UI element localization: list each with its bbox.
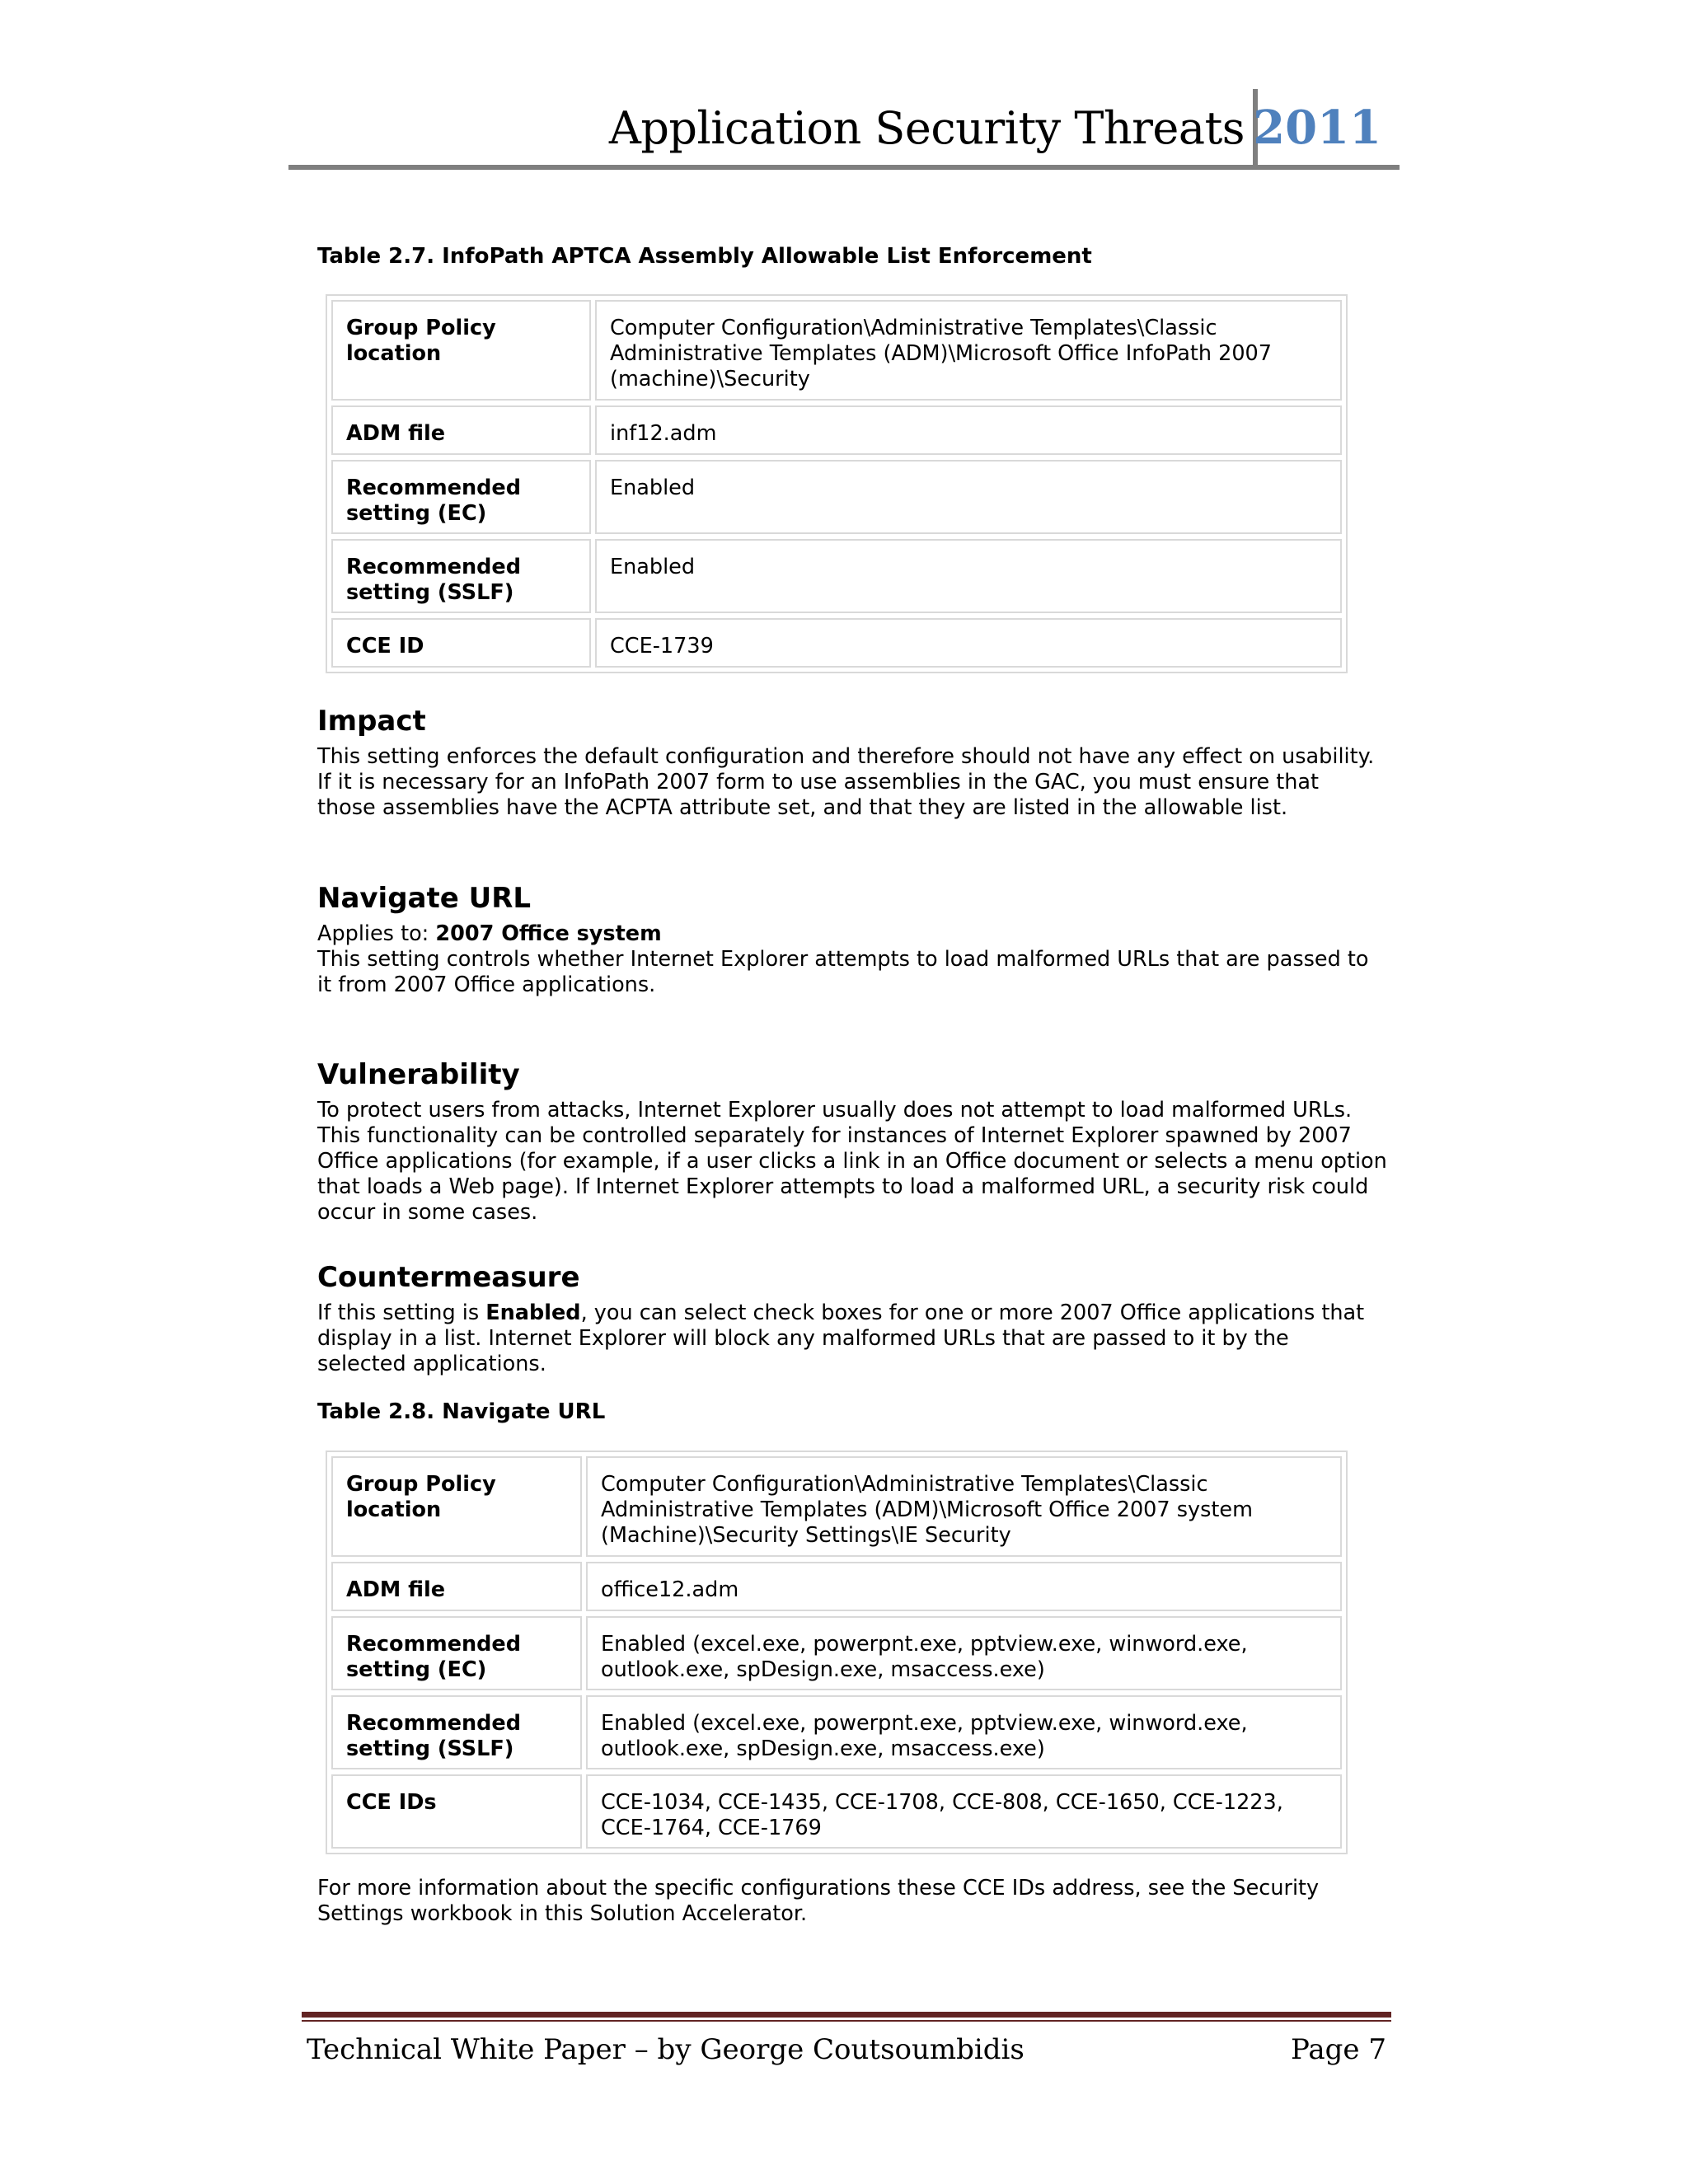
- table2-value: Computer Configuration\Administrative Templates\Classic Administrative Templates (ADM)\Microsoft Office 2007 system (Machine)\Security Settings\IE Security: [586, 1456, 1342, 1557]
- countermeasure-paragraph: [317, 1301, 1381, 1377]
- table-row: [331, 618, 1342, 668]
- table2-key: Recommended setting (SSLF): [331, 1695, 582, 1769]
- table1-key: Recommended setting (SSLF): [331, 539, 591, 613]
- table1-value: Computer Configuration\Administrative Templates\Classic Administrative Templates (ADM)\Microsoft Office InfoPath 2007 (machine)\Security: [595, 300, 1342, 401]
- table2-value: Enabled (excel.exe, powerpnt.exe, pptview.exe, winword.exe, outlook.exe, spDesign.exe, msaccess.exe): [586, 1616, 1342, 1690]
- table-row: [331, 1695, 1342, 1769]
- navigate-paragraph: This setting controls whether Internet Explorer attempts to load malformed URLs that are passed to it from 2007 Office applications.: [317, 947, 1369, 997]
- table-row: [331, 1562, 1342, 1611]
- table1-key: Group Policy location: [331, 300, 591, 401]
- table1-key: Recommended setting (EC): [331, 460, 591, 534]
- table1-value: CCE-1739: [595, 618, 1342, 668]
- page-header: [288, 89, 1400, 166]
- table1-caption: Table 2.7. InfoPath APTCA Assembly Allowable List Enforcement: [317, 244, 1092, 269]
- table1-key: CCE ID: [331, 618, 591, 668]
- impact-paragraph: This setting enforces the default configuration and therefore should not have any effect on usability. If it is necessary for an InfoPath 2007 form to use assemblies in the GAC, you must ensure that those assemblies have the ACPTA attribute set, and that they are listed in the allowable list.: [317, 744, 1375, 820]
- header-title: Application Security Threats: [608, 102, 1245, 154]
- countermeasure-text-before: If this setting is: [317, 1301, 486, 1325]
- table2-value: office12.adm: [586, 1562, 1342, 1611]
- table1: [326, 294, 1348, 673]
- closing-paragraph: For more information about the specific configurations these CCE IDs address, see the Security Settings workbook in this Solution Accelerator.: [317, 1876, 1320, 1926]
- vulnerability-paragraph: To protect users from attacks, Internet Explorer usually does not attempt to load malformed URLs. This functionality can be controlled separately for instances of Internet Explorer spawned by 2007 Office applications (for example, if a user clicks a link in an Office document or selects a menu option that loads a Web page). If Internet Explorer attempts to load a malformed URL, a security risk could occur in some cases.: [317, 1098, 1387, 1225]
- table2-key: Recommended setting (EC): [331, 1616, 582, 1690]
- navigate-applies: [317, 921, 1381, 947]
- table-row: [331, 1774, 1342, 1849]
- table-row: [331, 460, 1342, 534]
- table2-key: ADM file: [331, 1562, 582, 1611]
- countermeasure-text-after: , you can select check boxes for one or more 2007 Office applications that display in a list. Internet Explorer will block any malformed URLs that are passed to it by the selected applications.: [317, 1301, 1365, 1376]
- table2: [326, 1451, 1348, 1854]
- table2-caption: Table 2.8. Navigate URL: [317, 1399, 606, 1424]
- table1-value: Enabled: [595, 539, 1342, 613]
- table-row: [331, 300, 1342, 401]
- applies-value: 2007 Office system: [435, 921, 662, 946]
- vulnerability-heading: Vulnerability: [317, 1058, 520, 1091]
- applies-label: Applies to:: [317, 921, 436, 946]
- footer-rule: [302, 2012, 1391, 2018]
- impact-heading: Impact: [317, 705, 426, 738]
- table1-key: ADM file: [331, 405, 591, 455]
- table2-key: CCE IDs: [331, 1774, 582, 1849]
- table2-key: Group Policy location: [331, 1456, 582, 1557]
- header-year: 2011: [1253, 101, 1381, 155]
- table-row: [331, 1616, 1342, 1690]
- table1-value: inf12.adm: [595, 405, 1342, 455]
- footer-rule-thin: [302, 2020, 1391, 2022]
- table-row: [331, 405, 1342, 455]
- page-number: Page 7: [1291, 2033, 1386, 2066]
- table1-value: Enabled: [595, 460, 1342, 534]
- table2-value: CCE-1034, CCE-1435, CCE-1708, CCE-808, CCE-1650, CCE-1223, CCE-1764, CCE-1769: [586, 1774, 1342, 1849]
- header-rule: [288, 165, 1400, 170]
- table-row: [331, 539, 1342, 613]
- table-row: [331, 1456, 1342, 1557]
- table2-value: Enabled (excel.exe, powerpnt.exe, pptview.exe, winword.exe, outlook.exe, spDesign.exe, msaccess.exe): [586, 1695, 1342, 1769]
- navigate-heading: Navigate URL: [317, 882, 532, 915]
- footer-title: Technical White Paper – by George Coutsoumbidis: [307, 2033, 1025, 2066]
- countermeasure-heading: Countermeasure: [317, 1261, 580, 1294]
- countermeasure-bold: Enabled: [485, 1301, 581, 1325]
